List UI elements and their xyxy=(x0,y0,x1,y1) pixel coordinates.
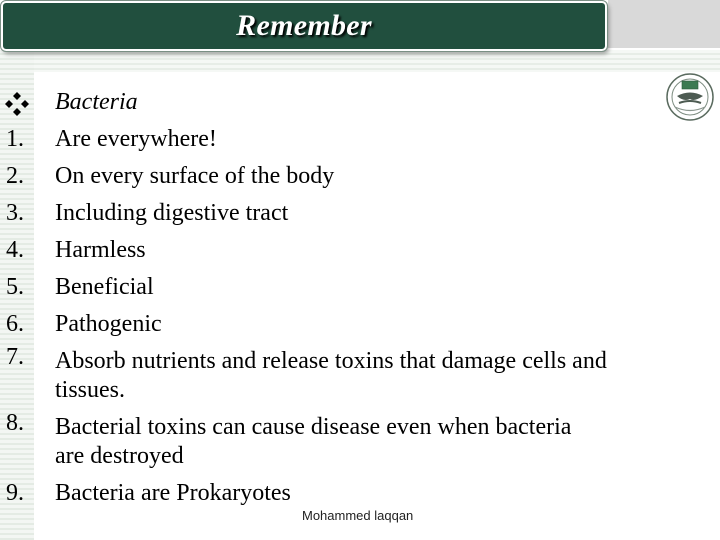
list-item-number: 2. xyxy=(6,163,24,189)
footer-author: Mohammed laqqan xyxy=(302,508,414,523)
list-item-number: 6. xyxy=(6,311,24,337)
list-item-number: 1. xyxy=(6,126,24,152)
list-item-number: 9. xyxy=(6,480,24,506)
list-item-text: Bacteria are Prokaryotes xyxy=(55,480,291,506)
list-item-number: 4. xyxy=(6,237,24,263)
list-item xyxy=(0,195,720,232)
slide-title: Remember xyxy=(236,9,372,42)
list-item-text: Pathogenic xyxy=(55,311,162,337)
list-heading-row xyxy=(0,84,720,121)
list-item xyxy=(0,269,720,306)
list-item xyxy=(0,306,720,343)
list-item-text: Harmless xyxy=(55,237,146,263)
list-item-text: Including digestive tract xyxy=(55,200,289,226)
list-item xyxy=(0,121,720,158)
list-item-text: Beneficial xyxy=(55,274,154,300)
list-item xyxy=(0,158,720,195)
list-item-text: Are everywhere! xyxy=(55,126,217,152)
list-item-number: 8. xyxy=(6,410,24,436)
list-item xyxy=(0,232,720,269)
title-bar xyxy=(1,1,607,51)
bullet-list xyxy=(0,84,720,512)
header-stripe-rule xyxy=(0,50,720,72)
list-item xyxy=(0,343,720,409)
list-item xyxy=(0,409,720,475)
list-item xyxy=(0,475,720,512)
list-item-text: Bacterial toxins can cause disease even when bacteria are destroyed xyxy=(55,414,572,469)
list-item-number: 7. xyxy=(6,344,24,370)
header-right-panel xyxy=(608,0,720,48)
list-item-number: 3. xyxy=(6,200,24,226)
list-item-text: Absorb nutrients and release toxins that damage cells and tissues. xyxy=(55,348,607,403)
list-heading: Bacteria xyxy=(55,89,138,115)
four-diamond-bullet-icon xyxy=(4,91,30,117)
list-item-text: On every surface of the body xyxy=(55,163,335,189)
list-item-number: 5. xyxy=(6,274,24,300)
